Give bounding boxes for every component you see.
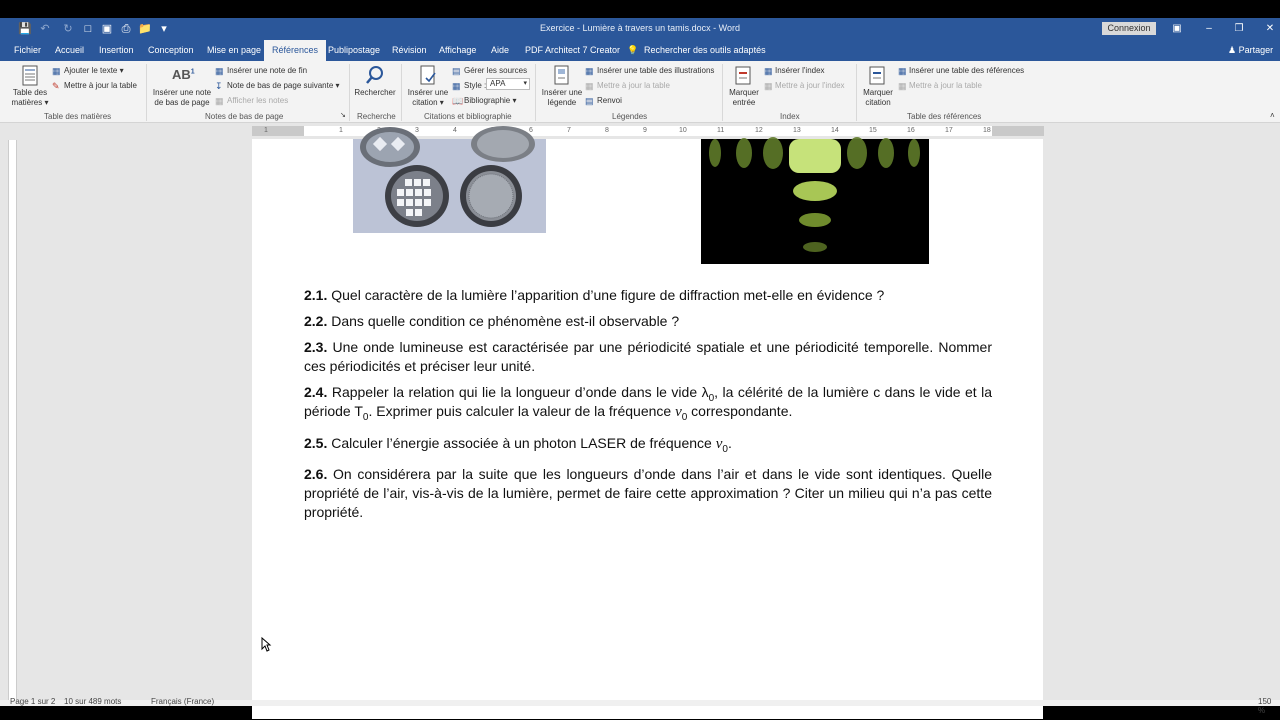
table-of-figures-icon: ▦: [585, 66, 594, 76]
update-authorities-button[interactable]: Mettre à jour la table: [909, 81, 982, 90]
ruler-number: 7: [567, 127, 571, 134]
update-figures-table-button[interactable]: Mettre à jour la table: [597, 81, 670, 90]
subscript: 0: [708, 392, 715, 404]
caption-label-line2: légende: [547, 98, 577, 107]
update-figures-table-icon: ▦: [585, 81, 594, 91]
question-text: Calculer l’énergie associée à un photon LASER de fréquence: [331, 435, 716, 451]
status-bar: [0, 697, 1280, 715]
manage-sources-icon: ▤: [452, 66, 461, 76]
footnotes-dialog-launcher-icon[interactable]: ↘: [340, 112, 346, 119]
bibliography-button[interactable]: Bibliographie ▾: [464, 96, 517, 105]
page-count[interactable]: Page 1 sur 2: [10, 697, 56, 706]
show-notes-icon: ▦: [215, 96, 224, 106]
nu-symbol: ν: [675, 404, 682, 420]
question-number: 2.4.: [304, 384, 328, 400]
next-footnote-icon: ↧: [215, 81, 223, 91]
questions-text[interactable]: [304, 286, 992, 529]
nu-symbol: ν: [715, 436, 723, 452]
tab-conception[interactable]: Conception: [148, 45, 194, 55]
lightbulb-icon: 💡: [627, 45, 639, 55]
ruler-number: 10: [679, 127, 687, 134]
question-number: 2.5.: [304, 435, 328, 451]
question-text: . Exprimer puis calculer la valeur de la fréquence: [368, 403, 676, 419]
insert-table-of-authorities-icon: ▦: [898, 66, 907, 76]
insert-table-of-figures-button[interactable]: Insérer une table des illustrations: [597, 66, 715, 75]
tab-references[interactable]: Références: [264, 40, 326, 61]
insert-caption-button[interactable]: [538, 88, 586, 108]
sign-in-button[interactable]: Connexion: [1102, 22, 1156, 35]
mark-citation-icon: [867, 64, 889, 86]
search-icon: [364, 64, 386, 86]
ruler-number: 15: [869, 127, 877, 134]
next-footnote-button[interactable]: Note de bas de page suivante ▾: [227, 81, 340, 90]
insert-index-icon: ▦: [764, 66, 773, 76]
add-text-icon: ▦: [52, 66, 61, 76]
insert-table-of-authorities-button[interactable]: Insérer une table des références: [909, 66, 1025, 75]
question-text: , la célérité de la lumière c dans le vide et la période T: [304, 384, 993, 419]
chevron-down-icon: ▾: [523, 80, 527, 87]
vertical-ruler[interactable]: [8, 140, 17, 700]
bibliography-icon: 📖: [452, 96, 464, 106]
word-count[interactable]: 10 sur 489 mots: [64, 697, 122, 706]
ruler-number: 12: [755, 127, 763, 134]
toc-label-line1: Table des: [12, 88, 48, 97]
save-icon[interactable]: 💾: [18, 23, 32, 35]
group-label-toc: Table des matières: [44, 112, 112, 121]
style-icon: ▦: [452, 81, 461, 91]
ruler-number: 14: [831, 127, 839, 134]
cross-reference-button[interactable]: Renvoi: [597, 96, 622, 105]
tab-pdf-architect[interactable]: PDF Architect 7 Creator: [525, 45, 621, 55]
tab-publipostage[interactable]: Publipostage: [328, 45, 381, 55]
group-label-captions: Légendes: [612, 112, 648, 121]
subscript: 0: [722, 443, 728, 455]
tab-aide[interactable]: Aide: [491, 45, 510, 55]
subscript: 0: [362, 411, 369, 423]
ruler-number: 3: [415, 127, 419, 134]
tab-affichage[interactable]: Affichage: [439, 45, 477, 55]
cross-reference-icon: ▤: [585, 96, 594, 106]
question-2-2[interactable]: [304, 312, 992, 331]
caption-label-line1: Insérer une: [541, 88, 583, 97]
update-index-icon: ▦: [764, 81, 773, 91]
question-text: .: [727, 435, 732, 451]
group-divider: [146, 64, 147, 121]
tab-revision[interactable]: Révision: [392, 45, 427, 55]
question-2-6[interactable]: [304, 465, 992, 522]
subscript: 0: [681, 411, 688, 423]
question-text: correspondante.: [687, 403, 793, 419]
document-page[interactable]: [252, 139, 1043, 719]
question-text: Dans quelle condition ce phénomène est-il observable ?: [331, 313, 680, 329]
question-text: Une onde lumineuse est caractérisée par une périodicité spatiale et une périodicité temporelle. Nommer ces périodicités et préciser leur unité.: [304, 339, 992, 374]
insert-citation-icon: [417, 65, 439, 87]
maximize-icon[interactable]: ❐: [1234, 23, 1244, 34]
ruler-number: 1: [339, 127, 343, 134]
update-table-icon: ✎: [52, 81, 60, 91]
update-authorities-icon: ▦: [898, 81, 907, 91]
group-divider: [349, 64, 350, 121]
table-of-contents-icon: [19, 65, 41, 87]
word-window: [0, 18, 1280, 715]
ruler-number: 6: [529, 127, 533, 134]
insert-footnote-icon: $AB^1$: [172, 67, 195, 82]
insert-caption-icon: [551, 65, 573, 87]
ribbon-display-options-icon[interactable]: ▣: [1172, 23, 1182, 34]
question-2-5[interactable]: [304, 434, 992, 454]
group-label-index: Index: [780, 112, 800, 121]
ribbon-references: [0, 61, 1280, 123]
question-text: Rappeler la relation qui lie la longueur d’onde dans le vide λ: [331, 384, 709, 400]
group-label-footnotes: Notes de bas de page: [205, 112, 284, 121]
insert-footnote-button[interactable]: [150, 88, 214, 108]
citation-label-line1: Insérer une: [407, 88, 449, 97]
footnote-label-line1: Insérer une note: [152, 88, 212, 97]
question-number: 2.1.: [304, 287, 328, 303]
question-2-3[interactable]: [304, 338, 992, 376]
insert-citation-button[interactable]: [404, 88, 452, 108]
redo-icon[interactable]: ↻: [63, 23, 73, 35]
show-notes-button[interactable]: Afficher les notes: [227, 96, 289, 105]
ruler-number: 18: [983, 127, 991, 134]
ruler-number: 1: [264, 127, 268, 134]
mark-citation-label-line2: citation: [865, 98, 891, 107]
print-preview-icon[interactable]: ▣: [101, 23, 113, 35]
question-2-1[interactable]: [304, 286, 992, 305]
tab-insertion[interactable]: Insertion: [99, 45, 134, 55]
question-number: 2.3.: [304, 339, 328, 355]
update-toc-button[interactable]: Mettre à jour la table: [64, 81, 137, 90]
group-divider: [535, 64, 536, 121]
tab-fichier[interactable]: Fichier: [14, 45, 42, 55]
style-label: Style :: [464, 81, 487, 90]
ruler-number: 13: [793, 127, 801, 134]
ribbon-tabs: [0, 40, 1280, 61]
question-number: 2.6.: [304, 466, 328, 482]
ruler-number: 4: [453, 127, 457, 134]
minimize-icon[interactable]: –: [1206, 23, 1212, 34]
tab-mise-en-page[interactable]: Mise en page: [207, 45, 262, 55]
ruler-number: 16: [907, 127, 915, 134]
title-bar: [0, 18, 1280, 40]
group-divider: [856, 64, 857, 121]
citation-label-line2: citation ▾: [412, 98, 444, 107]
insert-endnote-button[interactable]: Insérer une note de fin: [227, 66, 308, 75]
diffraction-pattern-image[interactable]: [701, 139, 929, 264]
ruler-number: 11: [717, 127, 725, 134]
group-label-authorities: Table des références: [907, 112, 982, 121]
mark-citation-button[interactable]: [858, 88, 898, 108]
group-divider: [722, 64, 723, 121]
open-folder-icon[interactable]: 📁: [138, 23, 152, 35]
insert-endnote-icon: ▦: [215, 66, 224, 76]
mark-entry-icon: [733, 64, 755, 86]
tell-me-search[interactable]: Rechercher des outils adaptés: [644, 45, 766, 55]
ruler-number: 8: [605, 127, 609, 134]
group-label-research: Recherche: [357, 112, 396, 121]
citation-style-select[interactable]: [486, 78, 530, 90]
group-divider: [401, 64, 402, 121]
question-2-4[interactable]: [304, 383, 992, 422]
insert-index-button[interactable]: Insérer l'index: [775, 66, 825, 75]
undo-icon[interactable]: ↶: [40, 23, 50, 35]
mark-citation-label-line1: Marquer: [863, 88, 893, 97]
citation-style-value: APA: [490, 79, 506, 88]
tab-accueil[interactable]: Accueil: [55, 45, 85, 55]
close-icon[interactable]: ✕: [1265, 23, 1275, 34]
group-label-citations: Citations et bibliographie: [424, 112, 512, 121]
share-label: Partager: [1238, 45, 1274, 55]
collapse-ribbon-icon[interactable]: ˄: [1270, 111, 1275, 120]
document-title: Exercice - Lumière à travers un tamis.docx - Word: [540, 23, 740, 33]
footnote-label-line2: de bas de page: [154, 98, 210, 107]
sieves-image[interactable]: [353, 139, 546, 233]
mouse-cursor-icon: [261, 637, 271, 652]
ruler-number: 17: [945, 127, 953, 134]
add-text-button[interactable]: Ajouter le texte ▾: [64, 66, 124, 75]
update-index-button[interactable]: Mettre à jour l'index: [775, 81, 845, 90]
zoom-level[interactable]: 150 %: [1258, 697, 1272, 715]
mark-entry-button[interactable]: [725, 88, 763, 108]
ruler-number: 9: [643, 127, 647, 134]
language-indicator[interactable]: Français (France): [151, 697, 215, 706]
share-button[interactable]: [1228, 40, 1273, 61]
question-number: 2.2.: [304, 313, 328, 329]
new-document-icon[interactable]: □: [84, 23, 92, 35]
question-text: Quel caractère de la lumière l’apparition d’une figure de diffraction met-elle en évidence ?: [331, 287, 885, 303]
research-button[interactable]: Rechercher: [354, 88, 396, 97]
mark-entry-label-line2: entrée: [732, 98, 756, 107]
toc-button[interactable]: [10, 88, 50, 108]
question-text: On considérera par la suite que les longueurs d’onde dans l’air et dans le vide sont identiques. Quelle propriété de l’air, vis-à-vis de la lumière, permet de faire cette approximation ? Citer un milieu qui n’a pas cette propriété.: [304, 466, 993, 520]
customize-toolbar-icon[interactable]: ▾: [161, 23, 167, 35]
person-icon: ♟: [1228, 45, 1239, 55]
mark-entry-label-line1: Marquer: [729, 88, 759, 97]
manage-sources-button[interactable]: Gérer les sources: [464, 66, 528, 75]
print-icon[interactable]: ⎙: [121, 23, 131, 35]
toc-label-line2: matières ▾: [11, 98, 49, 107]
